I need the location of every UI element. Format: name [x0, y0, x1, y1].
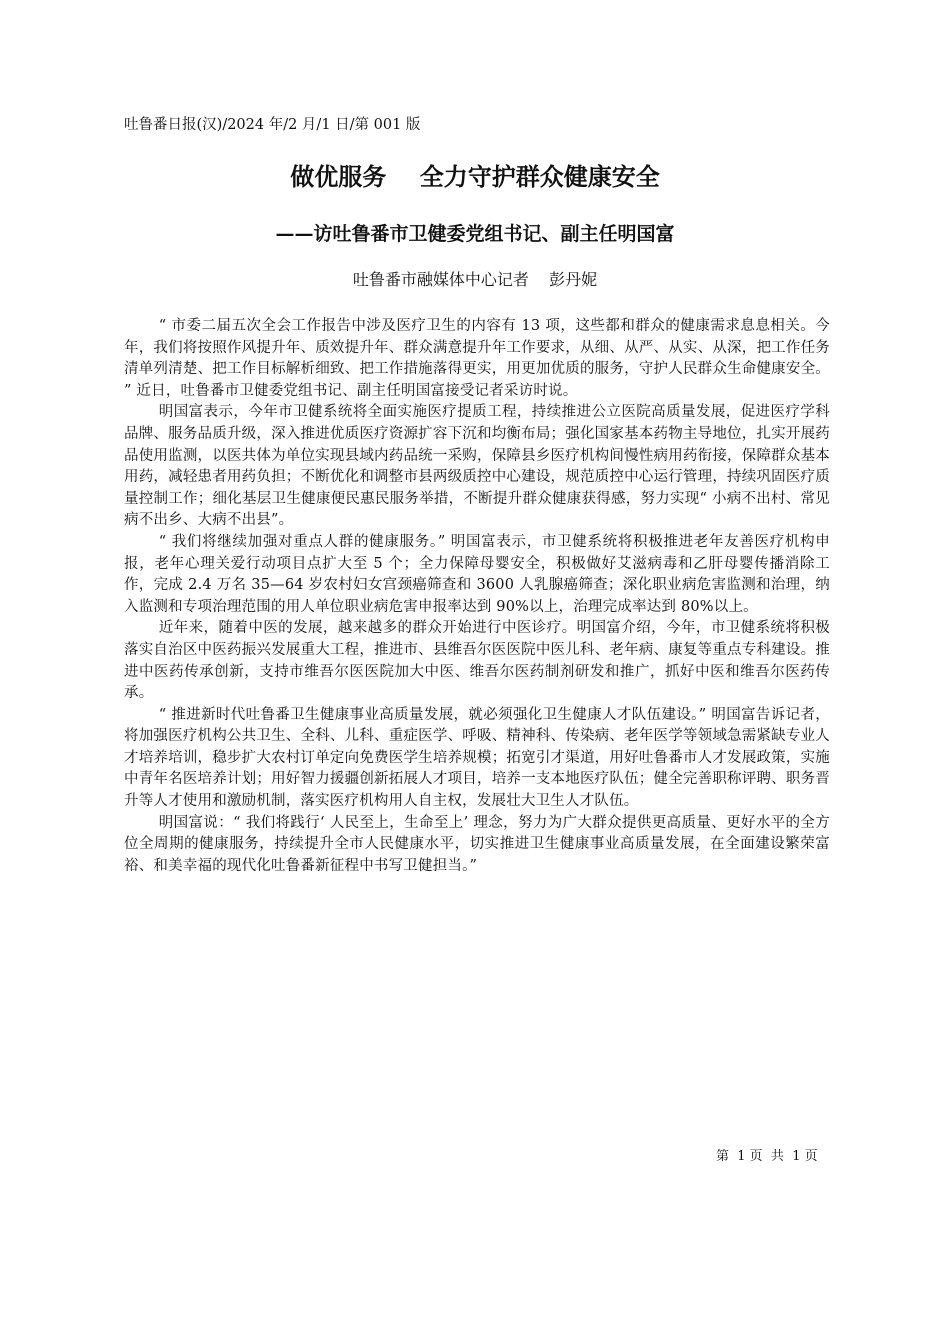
article-paragraph: “ 市委二届五次全会工作报告中涉及医疗卫生的内容有 13 项，这些都和群众的健康需求息息相关。今年，我们将按照作风提升年、质效提升年、群众满意提升年工作要求，从细、从严、从实、从深，把工作任务清单列清楚、把工作目标解析细致、把工作措施落得更实，用更加优质的服务，守护人民群众生命健康安全。 ” 近日，吐鲁番市卫健委党组书记、副主任明国富接受记者采访时说。 — [124, 318, 830, 399]
article-paragraph: 明国富说：“ 我们将践行‘ 人民至上，生命至上’ 理念，努力为广大群众提供更高质量、更好水平的全方位全周期的健康服务，持续提升全市人民健康水平，切实推进卫生健康事业高质量发展，在全面建设繁荣富裕、和美幸福的现代化吐鲁番新征程中书写卫健担当。” — [124, 814, 830, 874]
article-paragraph: 明国富表示，今年市卫健系统将全面实施医疗提质工程，持续推进公立医院高质量发展，促进医疗学科品牌、服务品质升级，深入推进优质医疗资源扩容下沉和均衡布局；强化国家基本药物主导地位，扎实开展药品使用监测，以医共体为单位实现县域内药品统一采购，保障县乡医疗机构间慢性病用药衔接，保障群众基本用药，减轻患者用药负担；不断优化和调整市县两级质控中心建设，规范质控中心运行管理，持续巩固医疗质量控制工作；细化基层卫生健康便民惠民服务举措，不断提升群众健康获得感，努力实现“ 小病不出村、常见病不出乡、大病不出县”。 — [124, 404, 830, 529]
article-title: 做优服务 全力守护群众健康安全 — [290, 162, 660, 191]
newspaper-source-line: 吐鲁番日报(汉)/2024 年/2 月/1 日/第 001 版 — [124, 117, 421, 133]
article-subtitle: ——访吐鲁番市卫健委党组书记、副主任明国富 — [275, 223, 675, 245]
page-number-footer: 第 1 页 共 1 页 — [716, 1149, 818, 1164]
article-paragraph: 近年来，随着中医的发展，越来越多的群众开始进行中医诊疗。明国富介绍，今年，市卫健系统将积极落实自治区中医药振兴发展重大工程，推进市、县维吾尔医医院中医儿科、老年病、康复等重点专科建设。推进中医药传承创新，支持市维吾尔医医院加大中医、维吾尔医药制剂研发和推广，抓好中医和维吾尔医药传承。 — [124, 620, 830, 702]
article-byline: 吐鲁番市融媒体中心记者 彭丹妮 — [352, 270, 598, 289]
article-paragraph: “ 推进新时代吐鲁番卫生健康事业高质量发展，就必须强化卫生健康人才队伍建设。” 明国富告诉记者，将加强医疗机构公共卫生、全科、儿科、重症医学、呼吸、精神科、传染病、老年医学等领域急需紧缺专业人才培养培训，稳步扩大农村订单定向免费医学生培养规模；拓宽引才渠道，用好吐鲁番市人才发展政策，实施中青年名医培养计划；用好智力援疆创新拓展人才项目，培养一支本地医疗队伍；健全完善职称评聘、职务晋升等人才使用和激励机制，落实医疗机构用人自主权，发展壮大卫生人才队伍。 — [124, 706, 830, 810]
article-paragraph: “ 我们将继续加强对重点人群的健康服务。” 明国富表示，市卫健系统将积极推进老年友善医疗机构申报，老年心理关爱行动项目点扩大至 5 个；全力保障母婴安全，积极做好艾滋病毒和乙肝母婴传播消除工作，完成 2.4 万名 35—64 岁农村妇女宫颈癌筛查和 3600 人乳腺癌筛查；深化职业病危害监测和治理，纳入监测和专项治理范围的用人单位职业病危害申报率达到 90%以上，治理完成率达到 80%以上。 — [124, 533, 830, 615]
article-body — [124, 316, 830, 877]
